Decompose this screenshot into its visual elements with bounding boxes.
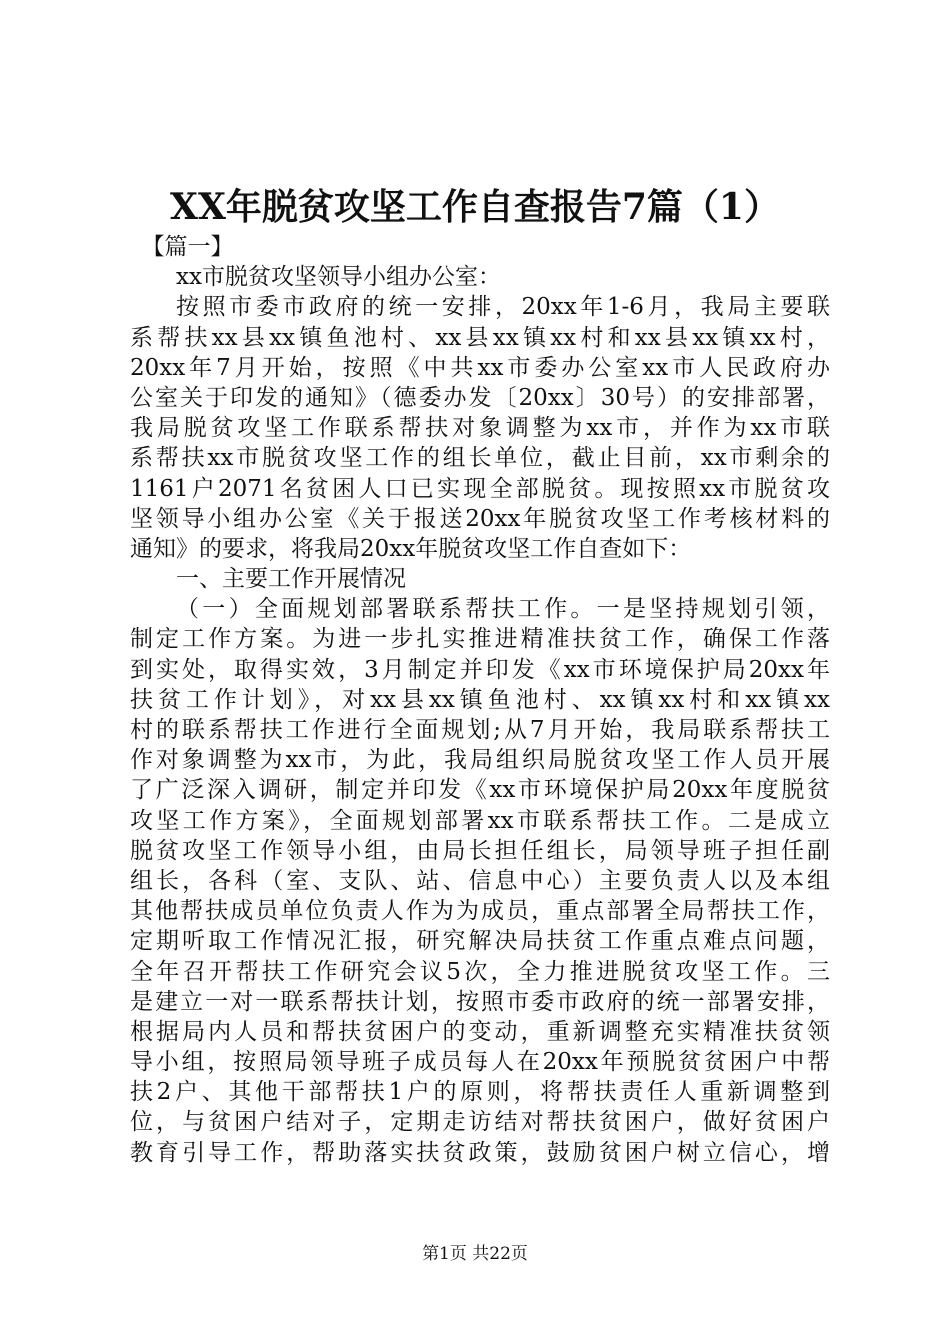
paragraph-line: 按照市委市政府的统一安排，20xx年1-6月，我局主要联 [176, 294, 830, 321]
paragraph-line: 坚领导小组办公室《关于报送20xx年脱贫攻坚工作考核材料的 [130, 505, 830, 532]
salutation: xx市脱贫攻坚领导小组办公室： [176, 264, 501, 291]
paragraph-line: 全年召开帮扶工作研究会议5次，全力推进脱贫攻坚工作。三 [130, 958, 830, 985]
paragraph-line: 攻坚工作方案》，全面规划部署xx市联系帮扶工作。二是成立 [130, 807, 830, 834]
paragraph-line: 公室关于印发的通知》（德委办发〔20xx〕30号）的安排部署， [130, 384, 830, 411]
paragraph-line: 作对象调整为xx市，为此，我局组织局脱贫攻坚工作人员开展 [130, 747, 830, 774]
paragraph-line: 系帮扶xx县xx镇鱼池村、xx县xx镇xx村和xx县xx镇xx村， [130, 324, 830, 351]
document-title: XX年脱贫攻坚工作自查报告7篇（1） [170, 186, 780, 228]
paragraph-line: 教育引导工作，帮助落实扶贫政策，鼓励贫困户树立信心，增 [130, 1139, 830, 1166]
paragraph-line: （一）全面规划部署联系帮扶工作。一是坚持规划引领， [176, 596, 830, 623]
paragraph-line: 导小组，按照局领导班子成员每人在20xx年预脱贫贫困户中帮 [130, 1049, 830, 1076]
document-body [130, 232, 830, 1168]
section-heading: 【篇一】 [130, 234, 234, 260]
paragraph-line: 制定工作方案。为进一步扎实推进精准扶贫工作，确保工作落 [130, 626, 830, 653]
paragraph-line: 系帮扶xx市脱贫攻坚工作的组长单位，截止目前，xx市剩余的 [130, 445, 830, 472]
paragraph-line: 到实处，取得实效，3月制定并印发《xx市环境保护局20xx年 [130, 656, 830, 683]
paragraph-line: 通知》的要求，将我局20xx年脱贫攻坚工作自查如下： [130, 535, 692, 562]
paragraph-line: 其他帮扶成员单位负责人作为为成员，重点部署全局帮扶工作， [130, 898, 830, 925]
paragraph-line: 位，与贫困户结对子，定期走访结对帮扶贫困户，做好贫困户 [130, 1109, 830, 1136]
subheading: 一、主要工作开展情况 [176, 566, 406, 593]
page-footer: 第1页 共22页 [422, 1244, 528, 1264]
paragraph-line: 定期听取工作情况汇报，研究解决局扶贫工作重点难点问题， [130, 928, 830, 955]
paragraph-line: 村的联系帮扶工作进行全面规划;从7月开始，我局联系帮扶工 [130, 717, 830, 743]
paragraph-line: 根据局内人员和帮扶贫困户的变动，重新调整充实精准扶贫领 [130, 1018, 830, 1045]
paragraph-line: 脱贫攻坚工作领导小组，由局长担任组长，局领导班子担任副 [130, 837, 830, 864]
paragraph-line: 是建立一对一联系帮扶计划，按照市委市政府的统一部署安排， [130, 988, 830, 1015]
paragraph-line: 我局脱贫攻坚工作联系帮扶对象调整为xx市，并作为xx市联 [130, 415, 830, 442]
paragraph-line: 组长，各科（室、支队、站、信息中心）主要负责人以及本组 [130, 867, 830, 894]
paragraph-line: 20xx年7月开始，按照《中共xx市委办公室xx市人民政府办 [130, 354, 830, 381]
paragraph-line: 1161户2071名贫困人口已实现全部脱贫。现按照xx市脱贫攻 [130, 475, 830, 502]
paragraph-line: 扶贫工作计划》，对xx县xx镇鱼池村、xx镇xx村和xx镇xx [130, 686, 830, 713]
paragraph-line: 扶2户、其他干部帮扶1户的原则，将帮扶责任人重新调整到 [130, 1079, 830, 1106]
paragraph-line: 了广泛深入调研，制定并印发《xx市环境保护局20xx年度脱贫 [130, 777, 830, 804]
